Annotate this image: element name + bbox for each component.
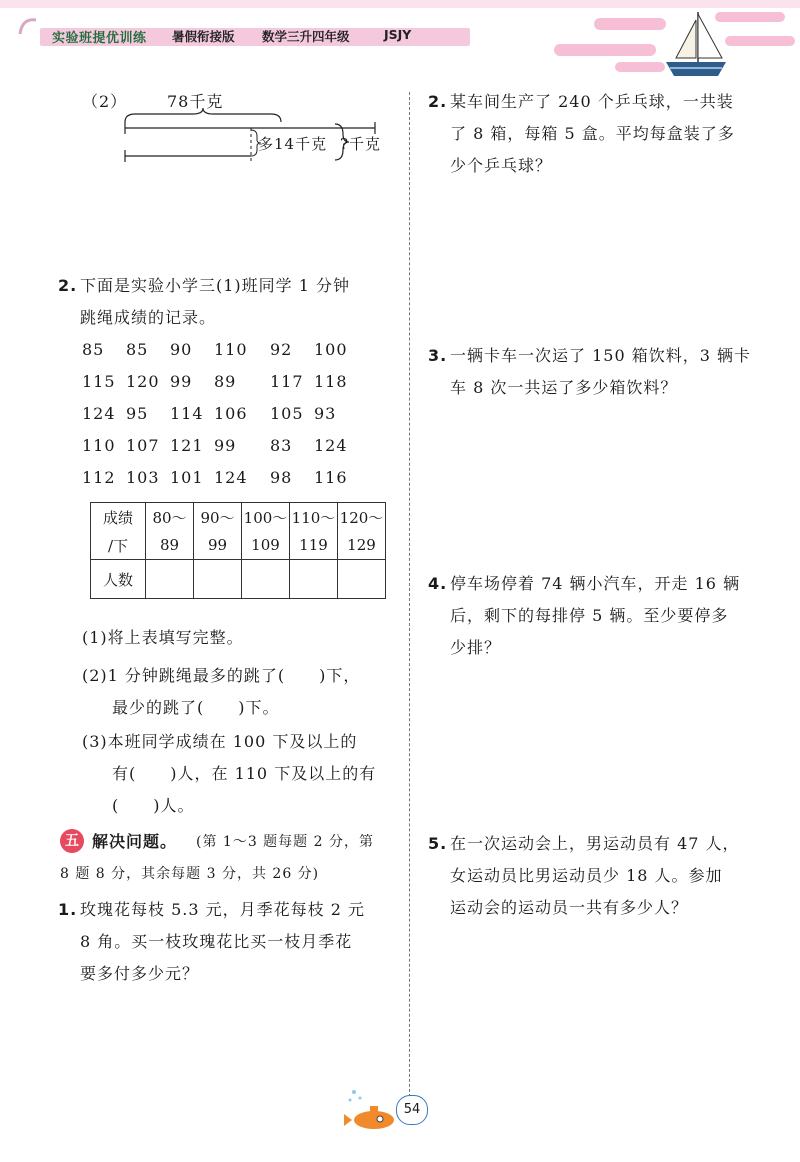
- score-value: 92: [270, 340, 293, 359]
- answer-cell[interactable]: [338, 560, 386, 599]
- question-text: 后，剩下的每排停 5 辆。至少要停多: [450, 606, 729, 625]
- question-text: 车 8 次一共运了多少箱饮料？: [450, 378, 678, 397]
- score-value: 99: [214, 436, 237, 455]
- score-value: 124: [314, 436, 348, 455]
- brand-title: 实验班提优训练: [52, 31, 147, 46]
- sub-question: 最少的跳了( )下。: [112, 698, 280, 717]
- sub-question: (3)本班同学成绩在 100 下及以上的: [82, 732, 358, 751]
- score-value: 115: [82, 372, 116, 391]
- submarine-icon: [340, 1086, 400, 1134]
- table-cell: 90～: [194, 503, 242, 532]
- score-value: 124: [214, 468, 248, 487]
- question-text: 跳绳成绩的记录。: [80, 308, 217, 327]
- score-value: 103: [126, 468, 160, 487]
- score-value: 107: [126, 436, 160, 455]
- answer-cell[interactable]: [242, 560, 290, 599]
- question-text: 下面是实验小学三(1)班同学 1 分钟: [80, 276, 351, 295]
- diagram-diff: 多14千克: [258, 135, 328, 153]
- score-value: 110: [214, 340, 248, 359]
- section-note: 8 题 8 分，其余每题 3 分，共 26 分): [60, 866, 320, 882]
- score-value: 110: [82, 436, 116, 455]
- question-text: 停车场停着 74 辆小汽车，开走 16 辆: [450, 574, 741, 593]
- table-cell: /下: [91, 531, 146, 560]
- score-value: 116: [314, 468, 348, 487]
- question-text: 少个乒乓球？: [450, 156, 553, 175]
- question-text: 要多付多少元？: [80, 964, 200, 983]
- section-note: (第 1～3 题每题 2 分，第: [196, 834, 374, 850]
- question-text: 8 角。买一枝玫瑰花比买一枝月季花: [80, 932, 353, 951]
- diagram-label: （2）: [82, 92, 128, 111]
- score-value: 114: [170, 404, 204, 423]
- sub-question: 有( )人，在 110 下及以上的有: [112, 764, 377, 783]
- sub-question: ( )人。: [112, 796, 195, 815]
- score-value: 99: [170, 372, 193, 391]
- answer-cell[interactable]: [194, 560, 242, 599]
- table-header-row: [91, 531, 386, 560]
- sub-question: (1)将上表填写完整。: [82, 628, 244, 647]
- question-number: 4.: [428, 574, 448, 593]
- question-text: 少排？: [450, 638, 502, 657]
- answer-cell[interactable]: [290, 560, 338, 599]
- sailboat-icon: [660, 8, 730, 78]
- section-title: 解决问题。: [92, 832, 178, 851]
- score-value: 100: [314, 340, 348, 359]
- score-value: 112: [82, 468, 116, 487]
- edition-label: 暑假衔接版: [172, 29, 235, 44]
- score-value: 85: [82, 340, 105, 359]
- subject-label: 数学三升四年级: [262, 29, 350, 44]
- table-cell: 100～: [242, 503, 290, 532]
- code-label: JSJY: [384, 27, 412, 42]
- score-value: 101: [170, 468, 204, 487]
- sub-question: (2)1 分钟跳绳最多的跳了( )下，: [82, 666, 361, 685]
- score-value: 90: [170, 340, 193, 359]
- table-cell: 89: [146, 531, 194, 560]
- question-number: 1.: [58, 900, 78, 919]
- table-cell: 119: [290, 531, 338, 560]
- table-cell: 人数: [91, 560, 146, 599]
- table-cell: 129: [338, 531, 386, 560]
- table-cell: 99: [194, 531, 242, 560]
- score-value: 124: [82, 404, 116, 423]
- score-value: 93: [314, 404, 337, 423]
- question-number: 2.: [428, 92, 448, 111]
- table-cell: 110～: [290, 503, 338, 532]
- diagram-question: ?千克: [340, 135, 382, 153]
- question-number: 2.: [58, 276, 78, 295]
- page-header: [0, 0, 800, 90]
- column-divider: [409, 92, 410, 1122]
- question-text: 某车间生产了 240 个乒乓球，一共装: [450, 92, 734, 111]
- table-cell: 成绩: [91, 503, 146, 532]
- answer-cell[interactable]: [146, 560, 194, 599]
- score-value: 121: [170, 436, 204, 455]
- table-header-row: [91, 503, 386, 532]
- section-badge: 五: [60, 829, 84, 853]
- table-cell: 109: [242, 531, 290, 560]
- score-value: 105: [270, 404, 304, 423]
- score-value: 85: [126, 340, 149, 359]
- question-text: 玫瑰花每枝 5.3 元，月季花每枝 2 元: [80, 900, 365, 919]
- question-text: 运动会的运动员一共有多少人？: [450, 898, 689, 917]
- score-value: 83: [270, 436, 293, 455]
- question-text: 一辆卡车一次运了 150 箱饮料，3 辆卡: [450, 346, 751, 365]
- table-row: [91, 560, 386, 599]
- question-text: 在一次运动会上，男运动员有 47 人，: [450, 834, 740, 853]
- question-text: 女运动员比男运动员少 18 人。参加: [450, 866, 723, 885]
- score-value: 117: [270, 372, 304, 391]
- score-value: 89: [214, 372, 237, 391]
- question-number: 5.: [428, 834, 448, 853]
- score-value: 98: [270, 468, 293, 487]
- table-cell: 120～: [338, 503, 386, 532]
- table-cell: 80～: [146, 503, 194, 532]
- diagram-total: 78千克: [167, 92, 224, 111]
- question-number: 3.: [428, 346, 448, 365]
- score-table: [90, 502, 386, 599]
- score-value: 95: [126, 404, 149, 423]
- page-number: 54: [396, 1095, 428, 1125]
- score-value: 118: [314, 372, 348, 391]
- score-value: 120: [126, 372, 160, 391]
- score-value: 106: [214, 404, 248, 423]
- question-text: 了 8 箱，每箱 5 盒。平均每盒装了多: [450, 124, 735, 143]
